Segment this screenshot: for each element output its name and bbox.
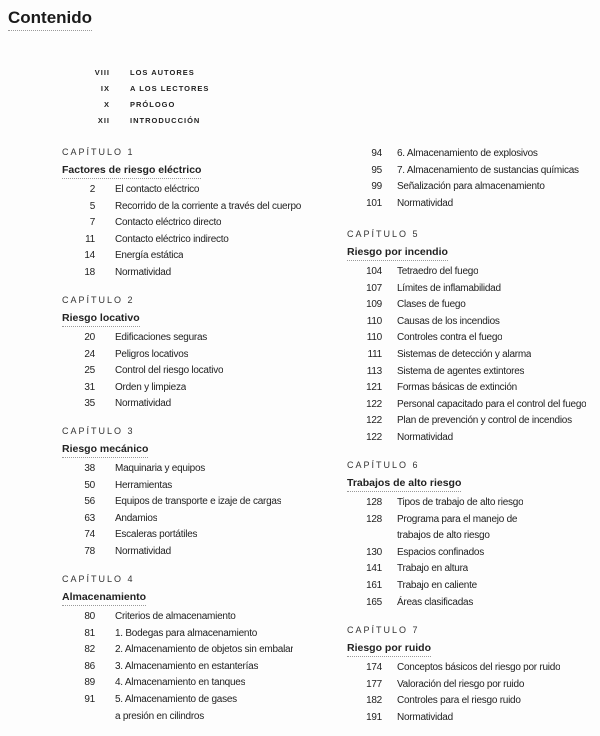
entry-label: Normatividad <box>115 266 171 278</box>
page-number: 130 <box>366 546 382 558</box>
entry-label: Normatividad <box>397 431 453 443</box>
page-number: 111 <box>367 348 382 360</box>
entry-label: Personal capacitado para el control del fuego <box>397 398 587 410</box>
entry-label: a presión en cilindros <box>115 710 204 722</box>
toc-entry[interactable] <box>347 364 600 381</box>
page-number: 20 <box>84 332 95 343</box>
entry-label: Controles para el riesgo ruido <box>397 695 521 707</box>
page-number: 14 <box>84 250 95 262</box>
page-number: 128 <box>366 497 382 508</box>
page-number: 82 <box>84 644 95 656</box>
entry-label: Orden y limpieza <box>115 381 187 393</box>
entry-label: Peligros locativos <box>115 348 189 360</box>
page-number: VIII <box>94 67 110 77</box>
chapter-label: CAPÍTULO 1 <box>62 147 135 157</box>
page-number: 191 <box>366 711 382 723</box>
front-matter-item[interactable] <box>60 80 209 96</box>
toc-entry[interactable] <box>347 297 600 314</box>
toc-entry[interactable] <box>62 626 340 643</box>
chapter-label: CAPÍTULO 6 <box>347 460 420 470</box>
entry-label: PRÓLOGO <box>130 99 176 109</box>
toc-entry[interactable] <box>347 512 600 529</box>
page-number: 18 <box>84 266 95 278</box>
entry-label: Sistemas de detección y alarma <box>397 348 532 360</box>
entry-label: Formas básicas de extinción <box>397 382 517 394</box>
entry-label: Clases de fuego <box>397 299 466 311</box>
front-matter-item[interactable] <box>60 64 209 80</box>
toc-entry[interactable] <box>62 478 340 495</box>
page-number: 63 <box>84 512 95 524</box>
chapter-section <box>347 227 600 447</box>
page-number: 89 <box>84 677 95 689</box>
toc-entry[interactable] <box>62 675 340 692</box>
page-number: 110 <box>366 315 382 327</box>
chapter-label: CAPÍTULO 3 <box>62 426 135 436</box>
chapter-label: CAPÍTULO 7 <box>347 625 420 635</box>
page-number: 5 <box>89 200 95 212</box>
entry-label: Espacios confinados <box>397 546 484 558</box>
page-number: 95 <box>371 164 382 176</box>
page-number: 35 <box>84 398 95 410</box>
toc-entry[interactable] <box>347 281 600 298</box>
chapter-title: Riesgo mecánico <box>62 442 148 458</box>
entry-label: Programa para el manejo de <box>397 513 518 525</box>
page-number: 122 <box>366 398 382 410</box>
toc-entry[interactable] <box>347 413 600 430</box>
entry-label: 2. Almacenamiento de objetos sin embalar <box>115 644 294 656</box>
chapter-title-wrap <box>347 638 600 660</box>
toc-entry[interactable] <box>62 692 340 709</box>
page-number <box>347 528 382 545</box>
page-number: IX <box>100 83 110 93</box>
entry-label: Normatividad <box>397 711 453 723</box>
front-matter-list <box>60 64 209 128</box>
chapter-title-wrap <box>62 439 340 461</box>
entry-label: Contacto eléctrico directo <box>115 217 222 229</box>
entry-label: Recorrido de la corriente a través del cuerpo <box>115 200 302 212</box>
page-number: 50 <box>84 479 95 491</box>
toc-entry[interactable] <box>62 494 340 511</box>
entry-label: 3. Almacenamiento en estanterías <box>115 660 259 672</box>
page-number: 99 <box>371 181 382 193</box>
toc-entry[interactable] <box>62 609 340 626</box>
page-number: XII <box>97 115 110 125</box>
toc-entry[interactable] <box>62 182 340 199</box>
toc-entry[interactable] <box>347 264 600 281</box>
toc-entry[interactable] <box>347 595 600 612</box>
chapter-label: CAPÍTULO 4 <box>62 574 135 584</box>
page-number: X <box>103 99 110 109</box>
toc-entry[interactable] <box>62 527 340 544</box>
page-number: 56 <box>84 496 95 508</box>
toc-entry[interactable] <box>62 380 340 397</box>
chapter-title-wrap <box>62 308 340 330</box>
chapter-section <box>347 146 600 212</box>
chapter-title: Almacenamiento <box>62 590 146 606</box>
page-number: 94 <box>371 148 382 159</box>
entry-label: Causas de los incendios <box>397 315 500 327</box>
page-number: 110 <box>366 332 382 344</box>
page-number: 128 <box>366 513 382 525</box>
entry-label: Contacto eléctrico indirecto <box>115 233 229 245</box>
entry-label: 1. Bodegas para almacenamiento <box>115 627 258 639</box>
entry-label: Trabajo en altura <box>397 563 468 575</box>
entry-label: Áreas clasificadas <box>397 596 474 608</box>
toc-entry[interactable] <box>62 330 340 347</box>
chapter-title-wrap <box>347 473 600 495</box>
toc-entry[interactable] <box>347 660 600 677</box>
page-number: 104 <box>366 266 382 277</box>
page-number: 74 <box>84 529 95 541</box>
entry-label: Tetraedro del fuego <box>397 266 479 277</box>
toc-entry[interactable] <box>62 265 340 282</box>
page-number: 174 <box>366 662 382 673</box>
toc-entry[interactable] <box>347 561 600 578</box>
toc-entry[interactable] <box>347 196 600 213</box>
page-number: 177 <box>366 678 382 690</box>
entry-label: Trabajo en caliente <box>397 579 477 591</box>
entry-label: Herramientas <box>115 479 173 491</box>
page-number: 11 <box>85 233 95 245</box>
page-title: Contenido <box>8 8 92 31</box>
toc-entry[interactable] <box>62 215 340 232</box>
page-number: 31 <box>84 381 95 393</box>
entry-label: Energía estática <box>115 250 184 262</box>
page-number: 109 <box>366 299 382 311</box>
entry-label: Normatividad <box>115 545 171 557</box>
toc-entry[interactable] <box>347 314 600 331</box>
entry-label: Plan de prevención y control de incendios <box>397 415 572 427</box>
toc-entry[interactable] <box>347 380 600 397</box>
toc-entry[interactable] <box>347 146 600 163</box>
chapter-label: CAPÍTULO 2 <box>62 295 135 305</box>
page-number: 141 <box>366 563 382 575</box>
toc-entry[interactable] <box>62 347 340 364</box>
entry-label: Controles contra el fuego <box>397 332 503 344</box>
page-number: 81 <box>84 627 95 639</box>
chapter-title: Riesgo por incendio <box>347 245 448 261</box>
entry-label: 6. Almacenamiento de explosivos <box>397 148 538 159</box>
toc-entry[interactable] <box>62 363 340 380</box>
toc-entry[interactable] <box>347 545 600 562</box>
toc-entry[interactable] <box>347 710 600 727</box>
toc-entry[interactable] <box>62 396 340 413</box>
page-number: 78 <box>84 545 95 557</box>
page-number: 182 <box>366 695 382 707</box>
page-number: 2 <box>89 184 95 195</box>
entry-label: Normatividad <box>397 197 453 209</box>
chapter-section <box>347 623 600 726</box>
toc-entry[interactable] <box>62 709 340 726</box>
entry-label: 7. Almacenamiento de sustancias químicas <box>397 164 579 176</box>
entry-label: Edificaciones seguras <box>115 332 208 343</box>
toc-entry[interactable] <box>62 199 340 216</box>
toc-entry[interactable] <box>347 693 600 710</box>
toc-entry[interactable] <box>347 528 600 545</box>
chapter-title: Trabajos de alto riesgo <box>347 476 461 492</box>
entry-label: 4. Almacenamiento en tanques <box>115 677 246 689</box>
page-number: 86 <box>84 660 95 672</box>
entry-label: Criterios de almacenamiento <box>115 611 236 622</box>
entry-label: Escaleras portátiles <box>115 529 198 541</box>
entry-label: Límites de inflamabilidad <box>397 282 501 294</box>
toc-entry[interactable] <box>62 232 340 249</box>
chapter-section <box>62 424 340 561</box>
toc-entry[interactable] <box>62 659 340 676</box>
chapter-title-wrap <box>62 160 340 182</box>
page-number: 161 <box>366 579 382 591</box>
front-matter-item[interactable] <box>60 112 209 128</box>
chapter-section <box>62 145 340 282</box>
page-number <box>62 709 95 726</box>
page-number: 91 <box>84 693 95 705</box>
entry-label: Conceptos básicos del riesgo por ruido <box>397 662 561 673</box>
toc-entry[interactable] <box>347 163 600 180</box>
chapter-title: Factores de riesgo eléctrico <box>62 163 201 179</box>
front-matter-item[interactable] <box>60 96 209 112</box>
page-number: 25 <box>84 365 95 377</box>
toc-entry[interactable] <box>347 495 600 512</box>
entry-label: Equipos de transporte e izaje de cargas <box>115 496 282 508</box>
chapter-title: Riesgo por ruido <box>347 641 431 657</box>
entry-label: El contacto eléctrico <box>115 184 200 195</box>
page-number: 165 <box>366 596 382 608</box>
entry-label: Maquinaria y equipos <box>115 463 206 474</box>
toc-entry[interactable] <box>62 642 340 659</box>
toc-entry[interactable] <box>62 461 340 478</box>
chapter-section <box>347 458 600 611</box>
page-number: 7 <box>89 217 95 229</box>
toc-entry[interactable] <box>347 347 600 364</box>
toc-entry[interactable] <box>347 578 600 595</box>
page-number: 24 <box>84 348 95 360</box>
toc-entry[interactable] <box>62 511 340 528</box>
page-number: 113 <box>366 365 382 377</box>
chapter-section <box>62 572 340 725</box>
entry-label: trabajos de alto riesgo <box>397 530 490 542</box>
page-number: 38 <box>84 463 95 474</box>
chapter-label: CAPÍTULO 5 <box>347 229 420 239</box>
entry-label: Normatividad <box>115 398 171 410</box>
toc-entry[interactable] <box>347 430 600 447</box>
page-number: 80 <box>84 611 95 622</box>
chapter-title-wrap <box>62 587 340 609</box>
chapter-title-wrap <box>347 242 600 264</box>
toc-entry[interactable] <box>347 677 600 694</box>
entry-label: Valoración del riesgo por ruido <box>397 678 525 690</box>
entry-label: Control del riesgo locativo <box>115 365 224 377</box>
page-number: 122 <box>366 431 382 443</box>
entry-label: INTRODUCCIÓN <box>130 115 201 125</box>
chapter-section <box>62 293 340 413</box>
entry-label: Sistema de agentes extintores <box>397 365 525 377</box>
page-number: 101 <box>366 197 382 209</box>
entry-label: Tipos de trabajo de alto riesgo <box>397 497 524 508</box>
entry-label: Andamios <box>115 512 158 524</box>
page-number: 122 <box>366 415 382 427</box>
page-number: 107 <box>366 282 382 294</box>
toc-entry[interactable] <box>347 397 600 414</box>
toc-entry[interactable] <box>347 179 600 196</box>
toc-entry[interactable] <box>62 544 340 561</box>
chapter-title: Riesgo locativo <box>62 311 140 327</box>
entry-label: 5. Almacenamiento de gases <box>115 693 237 705</box>
toc-entry[interactable] <box>347 330 600 347</box>
entry-label: A LOS LECTORES <box>130 83 210 93</box>
entry-label: LOS AUTORES <box>130 67 195 77</box>
toc-entry[interactable] <box>62 248 340 265</box>
entry-label: Señalización para almacenamiento <box>397 181 545 193</box>
page-number: 121 <box>366 382 382 394</box>
